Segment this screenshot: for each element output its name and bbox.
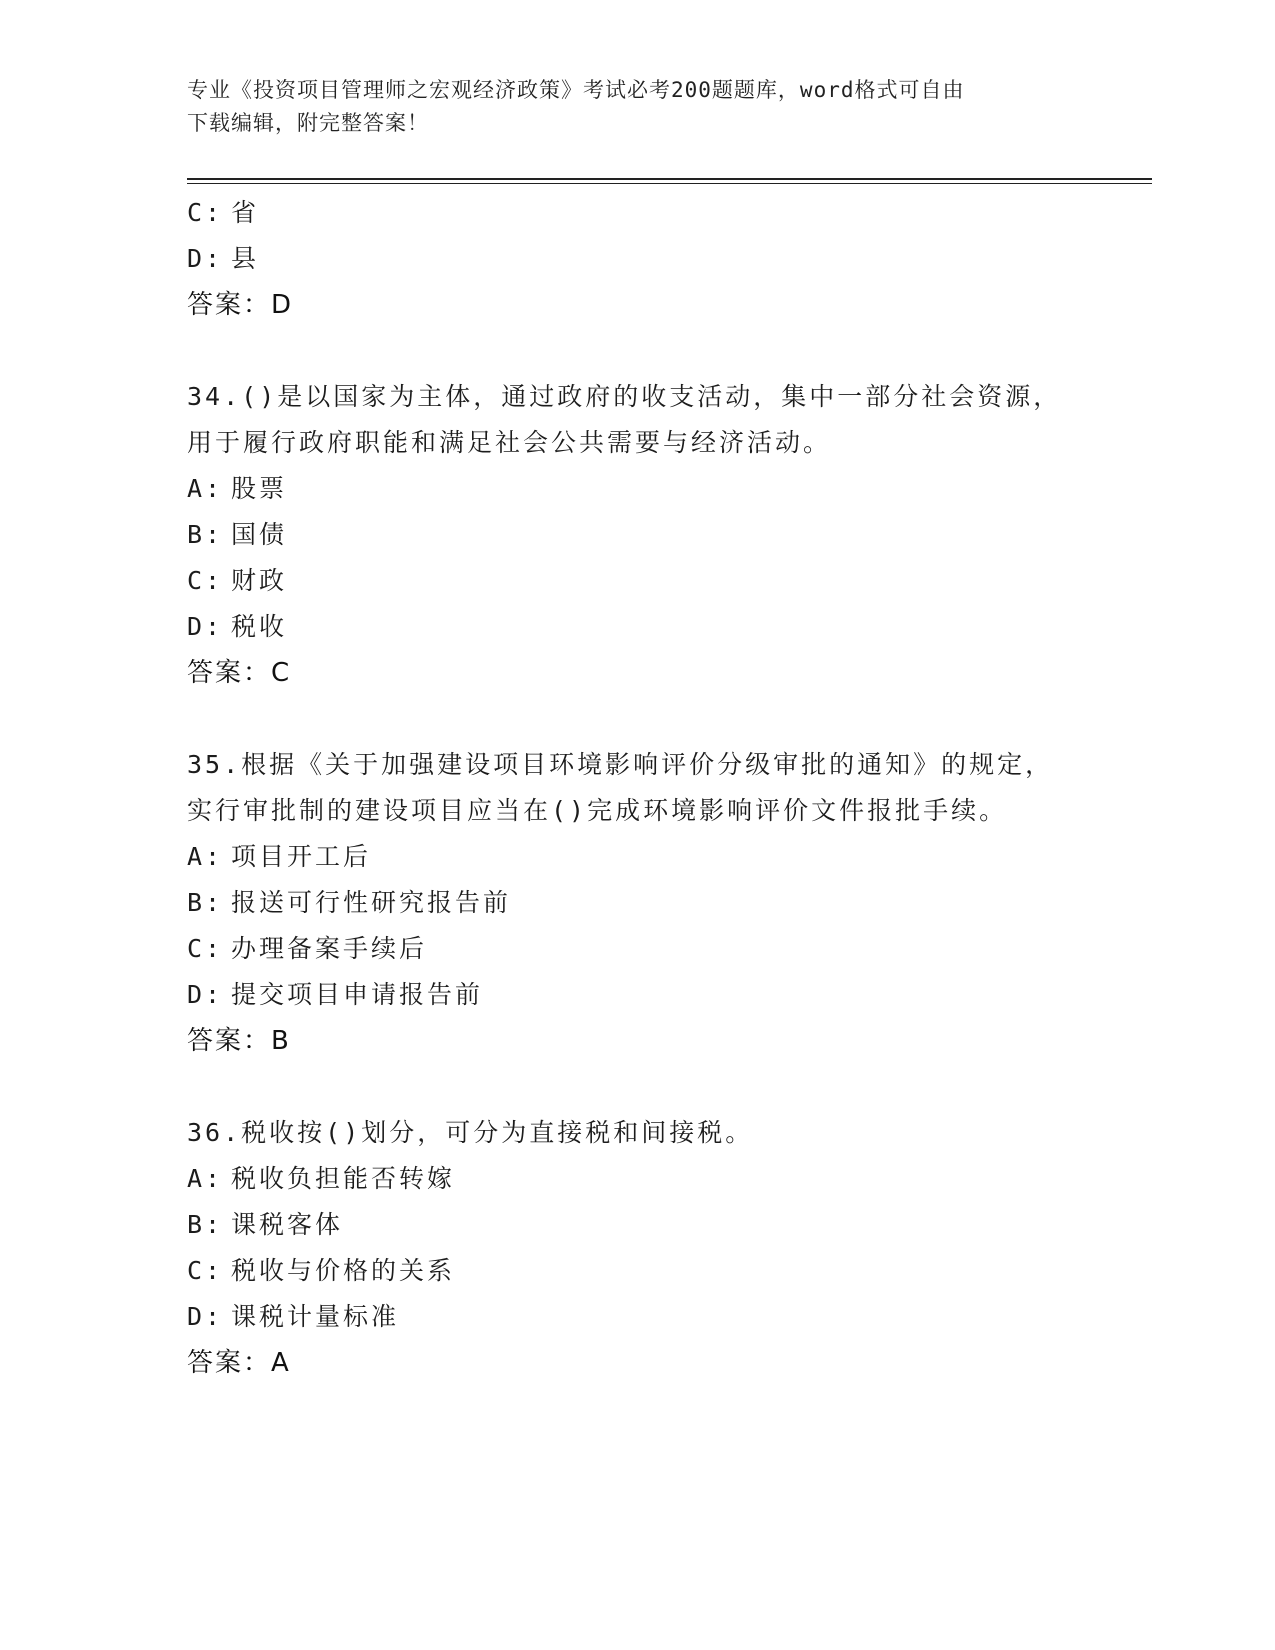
option-text: 县 [231,244,260,273]
option-text: 课税客体 [231,1210,344,1239]
option-text: 项目开工后 [231,842,372,871]
option-a [187,834,1127,880]
spacer [187,696,1127,742]
option-key: A: [187,842,224,871]
spacer [187,1064,1127,1110]
option-key: B: [187,1210,224,1239]
option-c [187,558,1127,604]
answer-line: 答案：D [187,290,294,320]
option-c [187,190,1127,236]
option-d [187,604,1127,650]
option-key: A: [187,1164,224,1193]
answer-line: 答案：C [187,658,292,688]
question-stem-line: 36.税收按()划分，可分为直接税和间接税。 [187,1118,754,1147]
option-text: 税收负担能否转嫁 [231,1164,456,1193]
option-key: C: [187,198,224,227]
option-key: D: [187,1302,224,1331]
answer-line: 答案：A [187,1348,291,1378]
option-d [187,972,1127,1018]
option-key: D: [187,980,224,1009]
question-stem-line: 35.根据《关于加强建设项目环境影响评价分级审批的通知》的规定， [187,750,1054,779]
option-key: D: [187,612,224,641]
option-a [187,466,1127,512]
option-a [187,1156,1127,1202]
answer-line: 答案：B [187,1026,291,1056]
option-text: 股票 [231,474,288,503]
option-text: 省 [231,198,260,227]
question-36 [187,1110,1127,1386]
question-35 [187,742,1127,1064]
header-divider [187,178,1152,184]
option-c [187,1248,1127,1294]
spacer [187,328,1127,374]
option-key: C: [187,1256,224,1285]
option-key: C: [187,934,224,963]
option-text: 税收 [231,612,288,641]
option-key: B: [187,888,224,917]
option-text: 国债 [231,520,288,549]
question-continued [187,190,1127,328]
question-stem-line: 34.()是以国家为主体，通过政府的收支活动，集中一部分社会资源， [187,382,1062,411]
question-stem-line: 实行审批制的建设项目应当在()完成环境影响评价文件报批手续。 [187,796,1008,825]
question-stem-line: 用于履行政府职能和满足社会公共需要与经济活动。 [187,428,832,457]
option-key: B: [187,520,224,549]
header-line-1: 专业《投资项目管理师之宏观经济政策》考试必考200题题库，word格式可自由 [187,78,965,102]
page-header [187,74,1067,140]
question-34 [187,374,1127,696]
option-text: 税收与价格的关系 [231,1256,456,1285]
option-text: 办理备案手续后 [231,934,428,963]
option-text: 课税计量标准 [231,1302,400,1331]
option-d [187,1294,1127,1340]
option-key: A: [187,474,224,503]
option-b [187,1202,1127,1248]
option-key: C: [187,566,224,595]
header-line-2: 下载编辑，附完整答案！ [187,111,429,135]
option-c [187,926,1127,972]
question-list [187,190,1127,1386]
option-d [187,236,1127,282]
option-b [187,512,1127,558]
option-text: 报送可行性研究报告前 [231,888,512,917]
option-text: 提交项目申请报告前 [231,980,484,1009]
option-text: 财政 [231,566,288,595]
option-key: D: [187,244,224,273]
option-b [187,880,1127,926]
